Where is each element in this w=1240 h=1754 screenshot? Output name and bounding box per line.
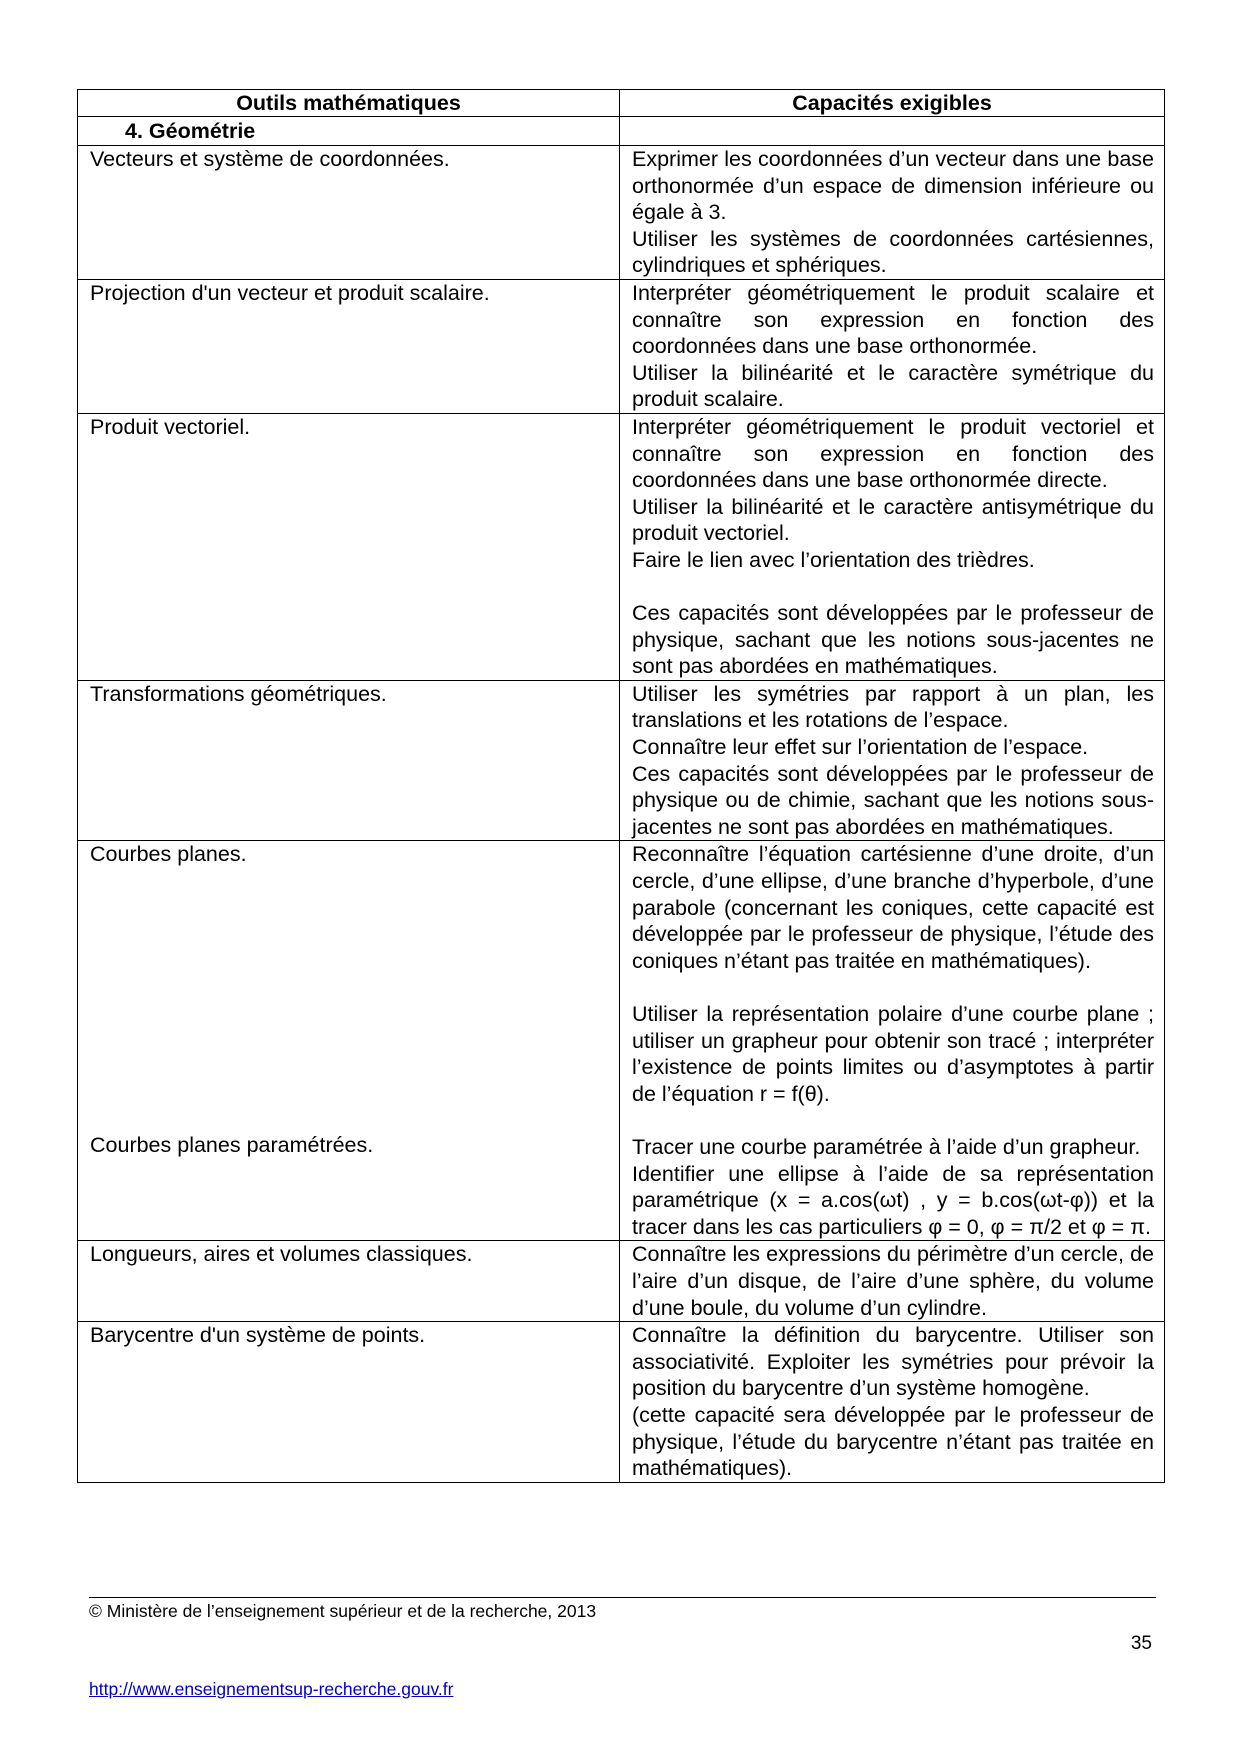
paragraph-gap [632, 974, 1154, 1001]
tool-subtext: Courbes planes paramétrées. [90, 1133, 374, 1158]
section-title: 4. Géométrie [78, 117, 620, 146]
table-row [78, 841, 1165, 1241]
table-row [78, 279, 1165, 413]
tool-cell [78, 841, 620, 1241]
section-empty-cell [620, 117, 1165, 146]
tool-cell: Longueurs, aires et volumes classiques. [78, 1241, 620, 1322]
tool-cell: Projection d'un vecteur et produit scalaire. [78, 279, 620, 413]
capacity-text: Connaître leur effet sur l’orientation de l’espace. [632, 735, 1089, 760]
tool-text: Courbes planes. [90, 842, 247, 867]
capacity-text: Interpréter géométriquement le produit vectoriel et connaître son expression en fonction des coordonnées dans une base orthonormée directe. [632, 414, 1154, 493]
capacity-text: Faire le lien avec l’orientation des trièdres. [632, 547, 1035, 572]
capacity-note: (cette capacité sera développée par le professeur de physique, l’étude du barycentre n’étant pas traitée en mathématiques). [632, 1402, 1154, 1481]
footer-copyright: © Ministère de l’enseignement supérieur et de la recherche, 2013 [89, 1601, 597, 1621]
capacity-note: Ces capacités sont développées par le professeur de physique, sachant que les notions sous-jacentes ne sont pas abordées en mathématiques. [632, 601, 1154, 679]
paragraph-gap [632, 1107, 1154, 1134]
table-header-row [78, 90, 1165, 117]
capacity-cell [620, 1241, 1165, 1322]
header-capacites: Capacités exigibles [620, 90, 1165, 117]
capacity-text: Connaître les expressions du périmètre d’un cercle, de l’aire d’un disque, de l’aire d’une sphère, du volume d’une boule, du volume d’un cylindre. [632, 1242, 1154, 1320]
table-row [78, 680, 1165, 841]
section-row [78, 117, 1165, 146]
capacity-text: Identifier une ellipse à l’aide de sa représentation paramétrique (x = a.cos(ωt) , y = b.cos(ωt-φ)) et la tracer dans les cas particuliers φ = 0, φ = π/2 et φ = π. [632, 1161, 1154, 1239]
header-outils: Outils mathématiques [78, 90, 620, 117]
capacity-text: Tracer une courbe paramétrée à l’aide d’un grapheur. [632, 1134, 1141, 1159]
tool-cell: Barycentre d'un système de points. [78, 1322, 620, 1483]
capacity-text: Utiliser la bilinéarité et le caractère symétrique du produit scalaire. [632, 360, 1154, 412]
capacity-text: Reconnaître l’équation cartésienne d’une droite, d’un cercle, d’une ellipse, d’une branche d’hyperbole, d’une parabole (concernant les coniques, cette capacité est développée par le professeur de physique, l’étude des coniques n’étant pas traitée en mathématiques). [632, 842, 1154, 973]
tool-cell: Vecteurs et système de coordonnées. [78, 146, 620, 280]
capacity-text: Utiliser les systèmes de coordonnées cartésiennes, cylindriques et sphériques. [632, 226, 1154, 278]
curriculum-table [77, 89, 1165, 1483]
capacity-cell [620, 1322, 1165, 1483]
capacity-cell [620, 279, 1165, 413]
capacity-text: Interpréter géométriquement le produit scalaire et connaître son expression en fonction des coordonnées dans une base orthonormée. [632, 280, 1154, 359]
capacity-text: Connaître la définition du barycentre. Utiliser son associativité. Exploiter les symétries pour prévoir la position du barycentre d’un système homogène. [632, 1323, 1154, 1401]
capacity-cell [620, 680, 1165, 841]
paragraph-gap [632, 574, 1154, 601]
table-row [78, 146, 1165, 280]
capacity-cell [620, 841, 1165, 1241]
tool-cell: Produit vectoriel. [78, 413, 620, 680]
capacity-text: Utiliser les symétries par rapport à un plan, les translations et les rotations de l’espace. [632, 681, 1154, 733]
footer-divider [89, 1597, 1156, 1598]
capacity-note: Ces capacités sont développées par le professeur de physique ou de chimie, sachant que les notions sous-jacentes ne sont pas abordées en mathématiques. [632, 761, 1154, 839]
tool-cell: Transformations géométriques. [78, 680, 620, 841]
capacity-cell [620, 413, 1165, 680]
capacity-text: Exprimer les coordonnées d’un vecteur dans une base orthonormée d’un espace de dimension inférieure ou égale à 3. [632, 147, 1154, 225]
footer-link[interactable]: http://www.enseignementsup-recherche.gouv.fr [89, 1679, 454, 1699]
capacity-text: Utiliser la représentation polaire d’une courbe plane ; utiliser un grapheur pour obtenir son tracé ; interpréter l’existence de points limites ou d’asymptotes à partir de l’équation r = f(θ). [632, 1002, 1154, 1106]
capacity-cell [620, 146, 1165, 280]
table-row [78, 1322, 1165, 1483]
page-number: 35 [1130, 1633, 1152, 1654]
table-row [78, 413, 1165, 680]
capacity-text: Utiliser la bilinéarité et le caractère antisymétrique du produit vectoriel. [632, 494, 1154, 546]
table-row [78, 1241, 1165, 1322]
